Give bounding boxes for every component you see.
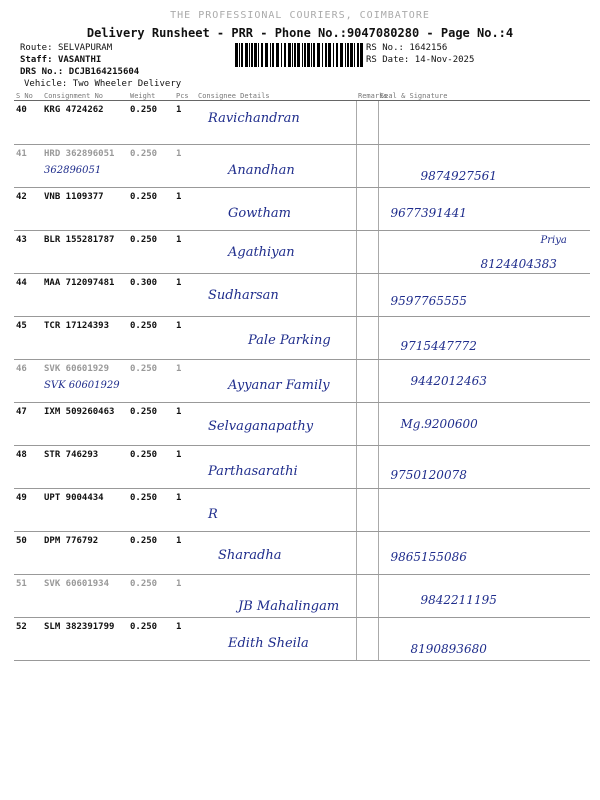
signature-phone: 9597765555	[390, 294, 467, 308]
signature-phone: 8124404383	[480, 257, 557, 271]
row-sno: 48	[14, 446, 42, 489]
row-sno: 42	[14, 188, 42, 231]
signature-phone: 9865155086	[390, 550, 467, 564]
consignment-no-text: IXM 509260463	[44, 407, 115, 417]
consignment-no-text: SVK 60601929	[44, 364, 110, 374]
signature-name: Priya	[540, 235, 567, 246]
row-consignment-no	[42, 231, 128, 274]
row-consignee-cell	[196, 145, 356, 188]
row-weight: 0.250	[128, 618, 174, 661]
col-signature: Seal & Signature	[378, 92, 590, 101]
consignee-name: Sharadha	[218, 548, 282, 563]
consignment-no-text: SVK 60601934	[44, 579, 110, 589]
vehicle-label: Vehicle:	[24, 79, 68, 89]
table-row	[14, 188, 590, 231]
consignee-name: Gowtham	[228, 206, 292, 221]
consignment-no-text: STR 746293	[44, 450, 99, 460]
row-consignment-no	[42, 446, 128, 489]
row-remarks	[356, 188, 378, 231]
row-signature-cell	[378, 618, 590, 661]
row-consignee-cell	[196, 446, 356, 489]
row-weight: 0.250	[128, 317, 174, 360]
row-weight: 0.250	[128, 532, 174, 575]
row-weight: 0.250	[128, 489, 174, 532]
row-consignee-cell	[196, 231, 356, 274]
col-remarks: Remarks	[358, 92, 388, 100]
rs-no-value: 1642156	[409, 43, 448, 53]
table-row	[14, 532, 590, 575]
row-consignment-no	[42, 145, 128, 188]
consignee-name: Agathiyan	[228, 245, 295, 260]
row-weight: 0.250	[128, 188, 174, 231]
row-pcs: 1	[174, 403, 196, 446]
row-consignment-no	[42, 489, 128, 532]
row-sno: 40	[14, 101, 42, 145]
table-row	[14, 231, 590, 274]
row-consignee-cell	[196, 188, 356, 231]
company-name: THE PROFESSIONAL COURIERS, COIMBATORE	[170, 10, 430, 21]
staff-line	[20, 54, 101, 66]
row-consignment-no	[42, 274, 128, 317]
row-pcs: 1	[174, 618, 196, 661]
row-pcs: 1	[174, 532, 196, 575]
row-pcs: 1	[174, 274, 196, 317]
rs-no-label: RS No.:	[366, 43, 404, 53]
row-consignment-no	[42, 618, 128, 661]
handwritten-note: SVK 60601929	[44, 380, 120, 391]
row-signature-cell	[378, 403, 590, 446]
consignee-name: Ravichandran	[208, 111, 300, 126]
consignment-no-text: TCR 17124393	[44, 321, 110, 331]
table-row	[14, 274, 590, 317]
signature-phone: 9442012463	[410, 374, 487, 388]
row-pcs: 1	[174, 231, 196, 274]
runsheet-title: Delivery Runsheet - PRR - Phone No.:9047080280 - Page No.:4	[86, 26, 514, 40]
row-remarks	[356, 575, 378, 618]
signature-phone: Mg.9200600	[400, 417, 478, 431]
row-pcs: 1	[174, 360, 196, 403]
row-signature-cell	[378, 532, 590, 575]
row-remarks	[356, 274, 378, 317]
consignee-name: Sudharsan	[208, 288, 279, 303]
row-sno: 51	[14, 575, 42, 618]
row-signature-cell	[378, 101, 590, 145]
consignee-name: Selvaganapathy	[208, 419, 314, 434]
rs-no-line	[366, 42, 447, 54]
row-pcs: 1	[174, 101, 196, 145]
row-consignment-no	[42, 188, 128, 231]
row-weight: 0.250	[128, 446, 174, 489]
row-weight: 0.250	[128, 360, 174, 403]
row-remarks	[356, 317, 378, 360]
consignee-name: Anandhan	[228, 163, 295, 178]
row-remarks	[356, 446, 378, 489]
row-signature-cell	[378, 231, 590, 274]
row-remarks	[356, 532, 378, 575]
row-signature-cell	[378, 274, 590, 317]
row-sno: 45	[14, 317, 42, 360]
row-consignment-no	[42, 360, 128, 403]
col-sno: S No	[14, 92, 42, 101]
consignment-no-text: SLM 382391799	[44, 622, 115, 632]
vehicle-value: Two Wheeler Delivery	[72, 79, 182, 89]
table-row	[14, 446, 590, 489]
row-pcs: 1	[174, 446, 196, 489]
row-pcs: 1	[174, 145, 196, 188]
row-weight: 0.250	[128, 101, 174, 145]
col-consignment: Consignment No	[42, 92, 128, 101]
row-signature-cell	[378, 145, 590, 188]
staff-value: VASANTHI	[57, 55, 102, 65]
row-remarks	[356, 360, 378, 403]
row-pcs: 1	[174, 188, 196, 231]
row-consignment-no	[42, 101, 128, 145]
row-consignee-cell	[196, 532, 356, 575]
table-row	[14, 145, 590, 188]
drs-label: DRS No.:	[20, 67, 64, 77]
signature-phone: 9874927561	[420, 169, 497, 183]
col-pcs: Pcs	[174, 92, 196, 101]
row-sno: 44	[14, 274, 42, 317]
row-weight: 0.250	[128, 575, 174, 618]
table-row	[14, 403, 590, 446]
consignee-name: Edith Sheila	[228, 636, 309, 651]
row-sno: 47	[14, 403, 42, 446]
consignment-no-text: DPM 776792	[44, 536, 99, 546]
rs-date-line	[366, 54, 474, 66]
signature-phone: 9750120078	[390, 468, 467, 482]
table-row	[14, 618, 590, 661]
row-signature-cell	[378, 317, 590, 360]
row-weight: 0.250	[128, 403, 174, 446]
row-consignment-no	[42, 575, 128, 618]
table-header-row	[14, 92, 590, 101]
row-sno: 41	[14, 145, 42, 188]
row-sno: 49	[14, 489, 42, 532]
route-line	[20, 42, 112, 54]
col-consignee: Consignee Details	[196, 92, 356, 101]
route-value: SELVAPURAM	[57, 43, 113, 53]
table-row	[14, 575, 590, 618]
rs-date-label: RS Date:	[366, 55, 410, 65]
row-signature-cell	[378, 360, 590, 403]
row-signature-cell	[378, 446, 590, 489]
row-signature-cell	[378, 575, 590, 618]
row-remarks	[356, 403, 378, 446]
signature-phone: 9677391441	[390, 206, 467, 220]
table-row	[14, 317, 590, 360]
row-consignee-cell	[196, 575, 356, 618]
row-consignment-no	[42, 532, 128, 575]
row-consignee-cell	[196, 618, 356, 661]
consignee-name: R	[208, 507, 218, 522]
row-weight: 0.300	[128, 274, 174, 317]
drs-value: DCJB164215604	[68, 67, 140, 77]
vehicle-line	[24, 78, 181, 90]
drs-line	[20, 66, 139, 78]
consignment-no-text: VNB 1109377	[44, 192, 104, 202]
row-sno: 52	[14, 618, 42, 661]
consignee-name: Ayyanar Family	[228, 378, 330, 393]
table-row	[14, 489, 590, 532]
table-row	[14, 360, 590, 403]
row-pcs: 1	[174, 575, 196, 618]
row-remarks	[356, 145, 378, 188]
consignment-no-text: HRD 362896051	[44, 149, 115, 159]
row-remarks	[356, 489, 378, 532]
signature-phone: 8190893680	[410, 642, 487, 656]
staff-label: Staff:	[20, 55, 53, 65]
row-signature-cell	[378, 489, 590, 532]
row-pcs: 1	[174, 489, 196, 532]
signature-phone: 9715447772	[400, 339, 477, 353]
consignment-no-text: UPT 9004434	[44, 493, 104, 503]
row-sno: 50	[14, 532, 42, 575]
consignee-name: Pale Parking	[248, 333, 331, 348]
consignment-no-text: KRG 4724262	[44, 105, 104, 115]
row-consignee-cell	[196, 274, 356, 317]
row-consignee-cell	[196, 360, 356, 403]
consignment-no-text: MAA 712097481	[44, 278, 115, 288]
row-consignment-no	[42, 317, 128, 360]
signature-phone: 9842211195	[420, 593, 497, 607]
runsheet-table	[14, 92, 590, 661]
consignment-no-text: BLR 155281787	[44, 235, 115, 245]
row-weight: 0.250	[128, 145, 174, 188]
handwritten-note: 362896051	[44, 165, 102, 176]
row-pcs: 1	[174, 317, 196, 360]
row-remarks	[356, 618, 378, 661]
consignee-name: JB Mahalingam	[238, 599, 340, 614]
col-weight: Weight	[128, 92, 174, 101]
row-consignment-no	[42, 403, 128, 446]
row-consignee-cell	[196, 489, 356, 532]
row-remarks	[356, 101, 378, 145]
row-sno: 46	[14, 360, 42, 403]
row-consignee-cell	[196, 101, 356, 145]
rs-date-value: 14-Nov-2025	[414, 55, 475, 65]
row-consignee-cell	[196, 317, 356, 360]
row-signature-cell	[378, 188, 590, 231]
consignee-name: Parthasarathi	[208, 464, 298, 479]
barcode-image	[235, 43, 363, 67]
row-weight: 0.250	[128, 231, 174, 274]
row-sno: 43	[14, 231, 42, 274]
route-label: Route:	[20, 43, 53, 53]
row-remarks	[356, 231, 378, 274]
table-row	[14, 101, 590, 145]
row-consignee-cell	[196, 403, 356, 446]
